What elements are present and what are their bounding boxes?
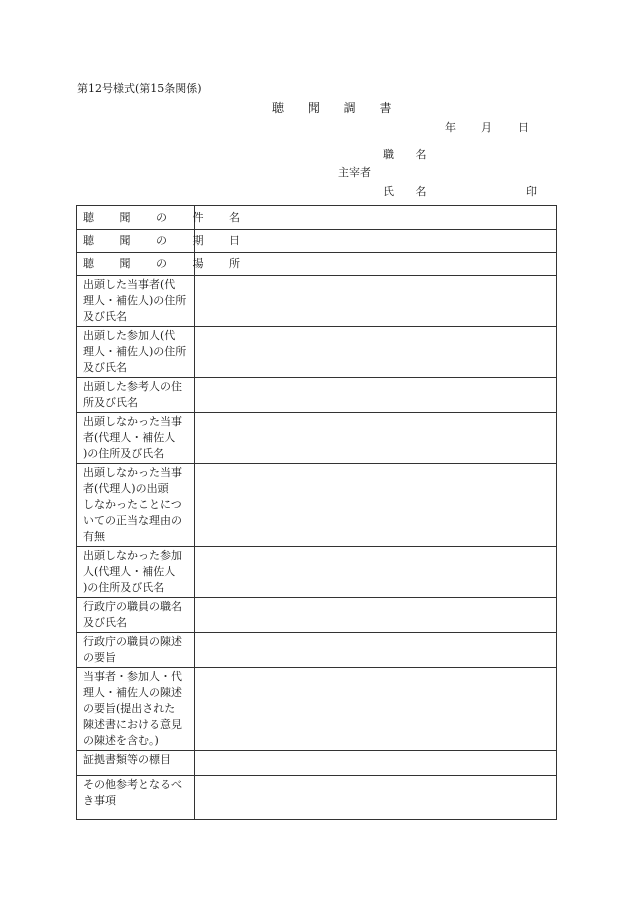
- presider-post-label: 職 名: [383, 148, 436, 161]
- row-label-line: 陳述書における意見: [83, 718, 182, 731]
- row-value-cell[interactable]: [195, 464, 557, 547]
- table-row: [77, 668, 557, 751]
- table-row: [77, 206, 557, 230]
- row-label-line: 理人・補佐人の陳述: [83, 686, 182, 699]
- document-title: 聴 聞 調 書: [272, 101, 402, 115]
- row-label-line: き事項: [83, 794, 116, 807]
- row-value-cell[interactable]: [195, 598, 557, 633]
- form-number: 第12号様式(第15条関係): [77, 82, 202, 95]
- table-row: [77, 378, 557, 413]
- row-label-line: 理人・補佐人)の住所: [83, 345, 187, 358]
- row-label-line: 当事者・参加人・代: [83, 670, 182, 683]
- row-label-cell: [77, 253, 251, 276]
- row-label-line: その他参考となるべ: [83, 778, 182, 791]
- hearing-record-table: [76, 205, 557, 820]
- row-label-line: 有無: [83, 530, 105, 543]
- date-day-label: 日: [518, 121, 529, 134]
- table-row: [77, 276, 557, 327]
- row-label-line: 所及び氏名: [83, 396, 138, 409]
- table-row: [77, 253, 557, 276]
- row-label-line: しなかったことにつ: [83, 498, 182, 511]
- row-label-line: )の住所及び氏名: [83, 447, 165, 460]
- row-label-line: 者(代理人)の出頭: [83, 482, 169, 495]
- row-label-line: 及び氏名: [83, 616, 127, 629]
- row-value-cell[interactable]: [195, 751, 557, 776]
- table-row: [77, 547, 557, 598]
- presider-name-label: 氏 名: [383, 185, 436, 198]
- table-row: [77, 633, 557, 668]
- row-label-line: 聴 聞 の 場 所: [83, 257, 251, 270]
- row-value-cell[interactable]: [195, 276, 557, 327]
- row-label-line: 聴 聞 の 期 日: [83, 234, 251, 247]
- date-line: [445, 119, 529, 135]
- row-label-line: 行政庁の職員の職名: [83, 600, 182, 613]
- row-label-line: 出頭した参加人(代: [83, 329, 176, 342]
- table-row: [77, 598, 557, 633]
- row-label-line: 出頭した当事者(代: [83, 278, 176, 291]
- row-label-cell: [77, 633, 195, 668]
- date-year-label: 年: [445, 121, 456, 134]
- row-label-line: 及び氏名: [83, 310, 127, 323]
- row-label-cell: [77, 327, 195, 378]
- presider-role-label: 主宰者: [338, 166, 371, 179]
- row-value-cell[interactable]: [195, 547, 557, 598]
- row-label-line: の陳述を含む。): [83, 734, 159, 747]
- row-value-cell[interactable]: [195, 413, 557, 464]
- row-value-cell[interactable]: [195, 776, 557, 820]
- row-label-line: の要旨: [83, 651, 116, 664]
- row-label-line: 出頭しなかった参加: [83, 549, 182, 562]
- row-label-cell: [77, 276, 195, 327]
- row-label-line: 行政庁の職員の陳述: [83, 635, 182, 648]
- date-month-label: 月: [481, 121, 492, 134]
- row-label-line: の要旨(提出された: [83, 702, 176, 715]
- row-label-line: 聴 聞 の 件 名: [83, 210, 251, 224]
- table-row: [77, 751, 557, 776]
- row-label-cell: [77, 751, 195, 776]
- table-row: [77, 776, 557, 820]
- table-row: [77, 327, 557, 378]
- row-label-cell: [77, 378, 195, 413]
- row-label-cell: [77, 230, 251, 253]
- row-label-cell: [77, 464, 195, 547]
- row-label-cell: [77, 547, 195, 598]
- row-label-line: 及び氏名: [83, 361, 127, 374]
- row-label-line: 出頭しなかった当事: [83, 415, 182, 428]
- row-label-line: いての正当な理由の: [83, 514, 182, 527]
- table-row: [77, 230, 557, 253]
- row-value-cell[interactable]: [195, 327, 557, 378]
- table-row: [77, 464, 557, 547]
- row-label-cell: [77, 206, 251, 230]
- row-value-cell[interactable]: [195, 378, 557, 413]
- row-label-line: 人(代理人・補佐人: [83, 565, 176, 578]
- row-label-line: 出頭した参考人の住: [83, 380, 182, 393]
- row-label-line: )の住所及び氏名: [83, 581, 165, 594]
- table-row: [77, 413, 557, 464]
- row-label-cell: [77, 776, 195, 820]
- row-label-cell: [77, 413, 195, 464]
- row-label-line: 出頭しなかった当事: [83, 466, 182, 479]
- row-label-cell: [77, 598, 195, 633]
- row-label-line: 証拠書類等の標目: [83, 753, 171, 766]
- row-label-line: 理人・補佐人)の住所: [83, 294, 187, 307]
- row-label-cell: [77, 668, 195, 751]
- seal-label: 印: [526, 185, 537, 198]
- row-value-cell[interactable]: [195, 668, 557, 751]
- row-value-cell[interactable]: [195, 633, 557, 668]
- row-label-line: 者(代理人・補佐人: [83, 431, 176, 444]
